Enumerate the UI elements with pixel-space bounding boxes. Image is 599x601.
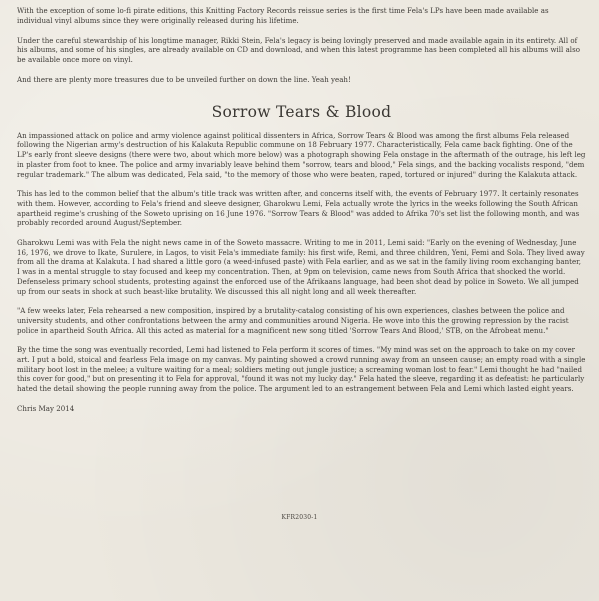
reissue-intro	[17, 6, 586, 85]
catalog-number: KFR2030-1	[281, 514, 318, 521]
article-paragraph: "A few weeks later, Fela rehearsed a new composition, inspired by a brutality-catalog consisting of his own experiences, clashes between the police and university students, and other confrontations between the army and communities around Nigeria. He wove into this the growing repression by the racist police in apartheid South Africa. All this acted as material for a magnificent new song titled 'Sorrow Tears And Blood,' STB, on the Afrobeat menu."	[17, 306, 569, 335]
article-paragraph: An impassioned attack on police and army violence against political dissenters in Africa, Sorrow Tears & Blood was among the first albums Fela released following the Nigerian army's destruction of his Kalakuta Republic commune on 18 February 1977. Characteristically, Fela came back fighting. One of the LP's early front sleeve designs (there were two, about which more below) was a photograph showing Fela onstage in the aftermath of the outrage, his left leg in plaster from foot to knee. The police and army invariably leave behind them "sorrow, tears and blood," Fela sings, and the backing vocalists respond, "dem regular trademark." The album was dedicated, Fela said, "to the memory of those who were beaten, raped, tortured or injured" during the Kalakuta attack.	[17, 130, 586, 179]
intro-paragraph-legacy: Under the careful stewardship of his longtime manager, Rikki Stein, Fela's legacy is being lovingly preserved and made available again in its entirety. All of his albums, and some of his singles, are already available on CD and download, and when this latest programme has been completed all his albums will also be available once more on vinyl.	[17, 35, 580, 64]
article-paragraph: Gharokwu Lemi was with Fela the night news came in of the Soweto massacre. Writing to me in 2011, Lemi said: "Early on the evening of Wednesday, June 16, 1976, we drove to Ikate, Surulere, in Lagos, to visit Fela's immediate family: his first wife, Remi, and three children, Yeni, Femi and Sola. They lived away from all the drama at Kalakuta. I had shared a little goro (a weed-infused paste) with Fela earlier, and as we sat in the family living room exchanging banter, I was in a mental struggle to stay focused and keep my concentration. Then, at 9pm on television, came news from South Africa that shocked the world. Defenseless primary school students, protesting against the enforced use of the Afrikaans language, had been shot dead by police in Soweto. We all jumped up from our seats in shock at such beast-like brutality. We discussed this all night long and all week thereafter.	[17, 237, 585, 296]
article-body	[17, 131, 586, 394]
article-title: Sorrow Tears & Blood	[211, 102, 392, 121]
intro-paragraph-treasures: And there are plenty more treasures due to be unveiled further on down the line. Yeah yeah!	[17, 74, 351, 84]
author-signature: Chris May 2014	[17, 403, 75, 413]
intro-paragraph-reissue: With the exception of some lo-fi pirate editions, this Knitting Factory Records reissue series is the first time Fela's LPs have been made available as individual vinyl albums since they were originally released during his lifetime.	[17, 6, 549, 25]
article-paragraph: This has led to the common belief that the album's title track was written after, and concerns itself with, the events of February 1977. It certainly resonates with them. However, according to Fela's friend and sleeve designer, Gharokwu Lemi, Fela actually wrote the lyrics in the weeks following the South African apartheid regime's crushing of the Soweto uprising on 16 June 1976. "Sorrow Tears & Blood" was added to Afrika 70's set list the following month, and was probably recorded around August/September.	[17, 189, 580, 228]
article-paragraph: By the time the song was eventually recorded, Lemi had listened to Fela perform it scores of times. "My mind was set on the approach to take on my cover art. I put a bold, stoical and fearless Fela image on my canvas. My painting showed a crowd running away from an unseen cause; an empty road with a single military boot lost in the melee; a vulture waiting for a meal; soldiers meting out jungle justice; a screaming woman lost to fear." Lemi thought he had "nailed this cover for good," but on presenting it to Fela for approval, "found it was not my lucky day." Fela hated the sleeve, regarding it as defeatist: he particularly hated the detail showing the people running away from the police. The argument led to an estrangement between Fela and Lemi which lasted eight years.	[17, 345, 586, 394]
